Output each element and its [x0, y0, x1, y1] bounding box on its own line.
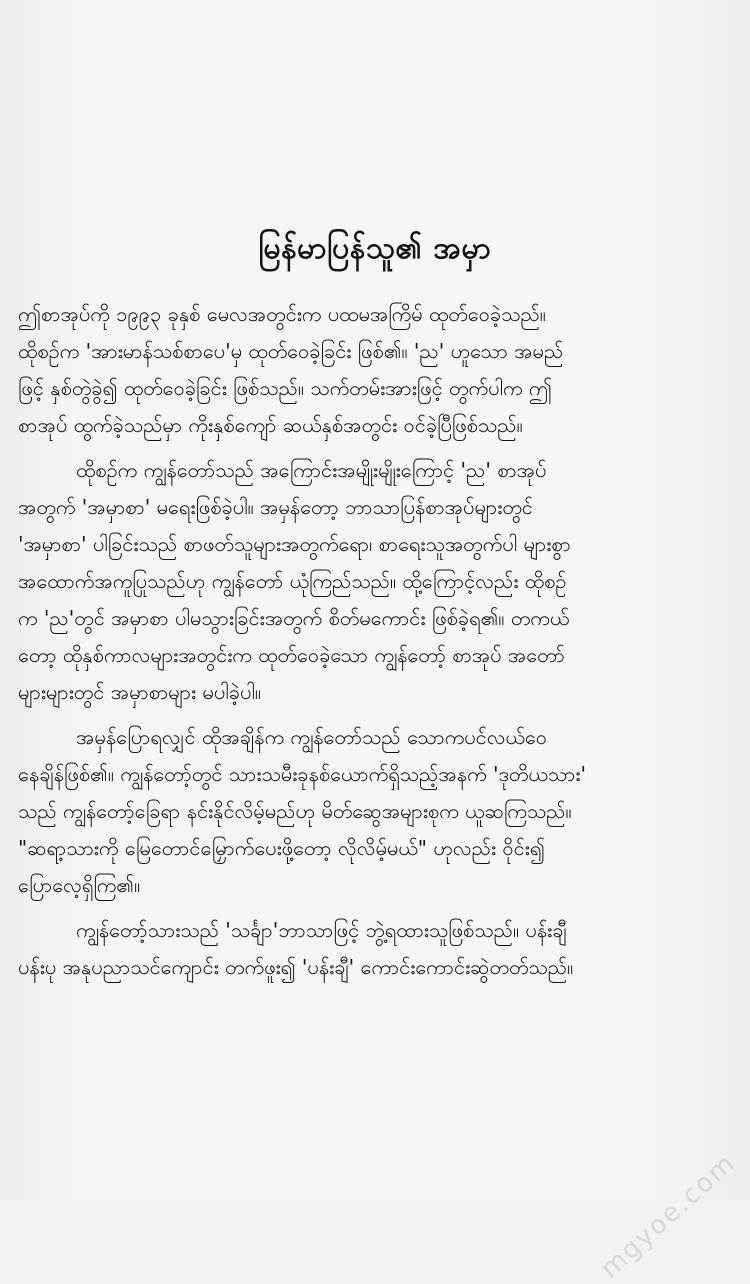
text-line: ဖြင့် နှစ်တွဲခွဲ၍ ထုတ်ဝေခဲ့ခြင်း ဖြစ်သည်။ သက်တမ်းအားဖြင့် တွက်ပါက ဤ [18, 376, 552, 400]
text-line: များများတွင် အမှာစာများ မပါခဲ့ပါ။ [18, 680, 261, 704]
text-line: ပန်းပု အနုပညာသင်ကျောင်း တက်ဖူး၍ 'ပန်းချီ' ကောင်းကောင်းဆွဲတတ်သည်။ [18, 955, 574, 979]
watermark: mgyoe.com [594, 1147, 742, 1284]
text-line: နေချိန်ဖြစ်၏။ ကျွန်တော့်တွင် သားသမီးခုနစ်ယောက်ရှိသည့်အနက် 'ဒုတိယသား' [18, 762, 586, 786]
text-line: အမှန်ပြောရလျှင် ထိုအချိန်က ကျွန်တော်သည် သောကပင်လယ်ဝေ [76, 725, 548, 749]
text-line: က 'ည'တွင် အမှာစာ ပါမသွားခြင်းအတွက် စိတ်မကောင်း ဖြစ်ခဲ့ရ၏။ တကယ် [18, 606, 570, 630]
paragraph-3 [18, 719, 732, 904]
text-line: အတွက် 'အမှာစာ' မရေးဖြစ်ခဲ့ပါ။ အမှန်တော့ ဘာသာပြန်စာအုပ်များတွင် [18, 495, 533, 519]
text-line: စာအုပ် ထွက်ခဲ့သည်မှာ ကိုးနှစ်ကျော် ဆယ်နှစ်အတွင်း ဝင်ခဲ့ပြီဖြစ်သည်။ [18, 413, 523, 437]
text-line: ကျွန်တော့်သားသည် 'သင်္ချာ'ဘာသာဖြင့် ဘွဲ့ရထားသူဖြစ်သည်။ ပန်းချီ [76, 918, 567, 942]
paragraph-2 [18, 452, 732, 711]
text-line: 'အမှာစာ' ပါခြင်းသည် စာဖတ်သူများအတွက်ရော၊ စာရေးသူအတွက်ပါ များစွာ [18, 532, 571, 556]
text-line: ထိုစဉ်က 'အားမာန်သစ်စာပေ'မှ ထုတ်ဝေခဲ့ခြင်း ဖြစ်၏။ 'ည' ဟူသော အမည် [18, 339, 564, 363]
text-line: "ဆရာ့သားကို မြေတောင်မြှောက်ပေးဖို့တော့ လိုလိမ့်မယ်" ဟုလည်း ဝိုင်း၍ [18, 836, 545, 860]
text-line: ထိုစဉ်က ကျွန်တော်သည် အကြောင်းအမျိုးမျိုးကြောင့် 'ည' စာအုပ် [76, 458, 547, 482]
page-title: မြန်မာပြန်သူ၏ အမှာ [258, 231, 492, 266]
text-line: အထောက်အကူပြုသည်ဟု ကျွန်တော် ယုံကြည်သည်။ ထို့ကြောင့်လည်း ထိုစဉ် [18, 569, 567, 593]
paragraph-4 [18, 912, 732, 986]
text-line: ဤစာအုပ်ကို ၁၉၉၃ ခုနှစ် မေလအတွင်းက ပထမအကြိမ် ထုတ်ဝေခဲ့သည်။ [18, 302, 546, 326]
paragraph-1 [18, 296, 732, 444]
text-line: တော့ ထိုနှစ်ကာလများအတွင်းက ထုတ်ဝေခဲ့သော ကျွန်တော့် စာအုပ် အတော် [18, 643, 565, 667]
text-line: သည် ကျွန်တော့်ခြေရာ နင်းနိုင်လိမ့်မည်ဟု မိတ်ဆွေအများစုက ယူဆကြသည်။ [18, 799, 572, 823]
body-text [18, 296, 732, 986]
text-line: ပြောလေ့ရှိကြ၏။ [18, 873, 141, 897]
